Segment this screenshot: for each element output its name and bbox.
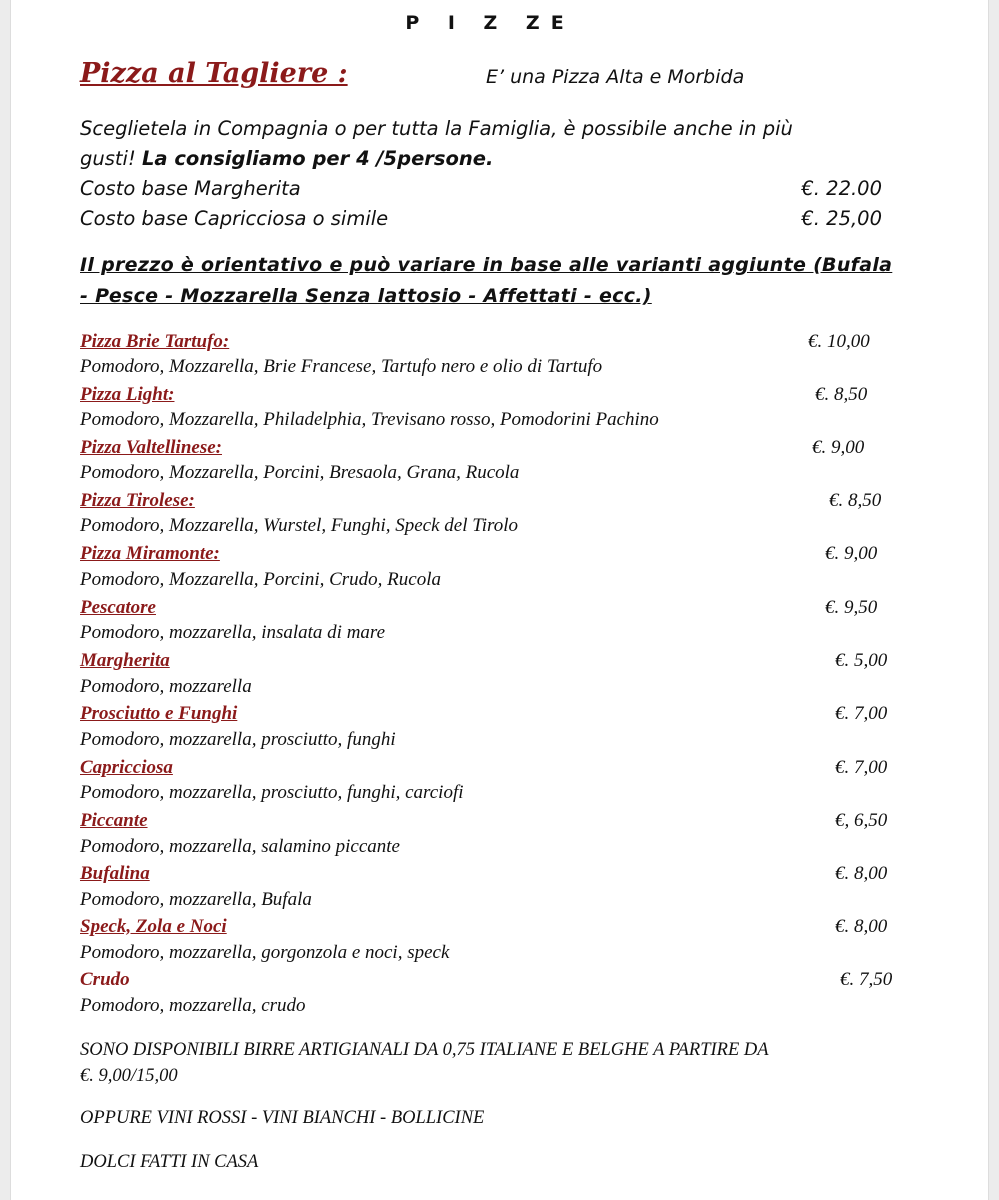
pizza-name: Crudo	[80, 969, 130, 990]
pizza-price: €. 8,00	[835, 863, 888, 884]
pizza-name: Pizza Tirolese:	[80, 490, 195, 511]
pizza-price: €. 5,00	[835, 650, 888, 671]
beer-availability-line-1: SONO DISPONIBILI BIRRE ARTIGIANALI DA 0,75 ITALIANE E BELGHE A PARTIRE DA	[80, 1040, 769, 1060]
wine-note: OPPURE VINI ROSSI - VINI BIANCHI - BOLLICINE	[80, 1108, 485, 1128]
pizza-description: Pomodoro, mozzarella, prosciutto, funghi	[80, 729, 396, 750]
pizza-name: Pizza Miramonte:	[80, 543, 220, 564]
pizza-description: Pomodoro, Mozzarella, Porcini, Crudo, Rucola	[80, 569, 441, 590]
menu-heading: P I Z ZE	[405, 12, 575, 34]
pizza-name: Speck, Zola e Noci	[80, 916, 227, 937]
pizza-name: Pizza Brie Tartufo:	[80, 331, 230, 352]
pizza-name: Piccante	[80, 810, 148, 831]
tagliere-cost-label: Costo base Margherita	[80, 177, 301, 200]
pizza-name: Pescatore	[80, 597, 156, 618]
pizza-description: Pomodoro, mozzarella, crudo	[80, 995, 306, 1016]
price-variation-note-line-2: - Pesce - Mozzarella Senza lattosio - Affettati - ecc.)	[80, 285, 652, 307]
pizza-price: €. 10,00	[808, 331, 870, 352]
pizza-description: Pomodoro, mozzarella, prosciutto, funghi, carciofi	[80, 782, 464, 803]
tagliere-subtitle: E’ una Pizza Alta e Morbida	[486, 66, 745, 88]
pizza-name: Prosciutto e Funghi	[80, 703, 238, 724]
pizza-description: Pomodoro, mozzarella, gorgonzola e noci, speck	[80, 942, 450, 963]
tagliere-title: Pizza al Tagliere :	[80, 58, 348, 89]
pizza-description: Pomodoro, Mozzarella, Brie Francese, Tartufo nero e olio di Tartufo	[80, 356, 603, 377]
tagliere-cost-price: €. 22.00	[801, 177, 882, 200]
pizza-name: Bufalina	[80, 863, 150, 884]
pizza-description: Pomodoro, Mozzarella, Philadelphia, Trevisano rosso, Pomodorini Pachino	[80, 409, 659, 430]
pizza-name: Pizza Valtellinese:	[80, 437, 222, 458]
tagliere-description-line-1: Sceglietela in Compagnia o per tutta la Famiglia, è possibile anche in più	[80, 117, 793, 140]
pizza-price: €. 9,00	[825, 543, 878, 564]
desserts-note: DOLCI FATTI IN CASA	[80, 1152, 259, 1172]
beer-availability-line-2: €. 9,00/15,00	[80, 1066, 178, 1086]
pizza-price: €. 7,00	[835, 757, 888, 778]
pizza-description: Pomodoro, Mozzarella, Wurstel, Funghi, Speck del Tirolo	[80, 515, 519, 536]
pizza-description: Pomodoro, mozzarella	[80, 676, 252, 697]
tagliere-cost-label: Costo base Capricciosa o simile	[80, 207, 389, 230]
pizza-price: €. 7,00	[835, 703, 888, 724]
pizza-price: €. 8,00	[835, 916, 888, 937]
pizza-price: €. 8,50	[829, 490, 882, 511]
pizza-price: €, 6,50	[835, 810, 888, 831]
pizza-price: €. 9,00	[812, 437, 865, 458]
pizza-description: Pomodoro, mozzarella, salamino piccante	[80, 836, 400, 857]
pizza-description: Pomodoro, mozzarella, Bufala	[80, 889, 312, 910]
pizza-price: €. 9,50	[825, 597, 878, 618]
pizza-name: Capricciosa	[80, 757, 173, 778]
tagliere-description-gusti: gusti!	[80, 147, 142, 170]
tagliere-description-line-2	[80, 147, 493, 170]
tagliere-recommendation: La consigliamo per 4 /5persone.	[141, 147, 494, 170]
pizza-name: Pizza Light:	[80, 384, 175, 405]
price-variation-note	[80, 250, 910, 312]
pizza-description: Pomodoro, mozzarella, insalata di mare	[80, 622, 386, 643]
tagliere-cost-price: €. 25,00	[801, 207, 882, 230]
pizza-price: €. 7,50	[840, 969, 893, 990]
price-variation-note-line-1: Il prezzo è orientativo e può variare in base alle varianti aggiunte (Bufala	[80, 254, 893, 276]
pizza-price: €. 8,50	[815, 384, 868, 405]
pizza-description: Pomodoro, Mozzarella, Porcini, Bresaola, Grana, Rucola	[80, 462, 520, 483]
pizza-name: Margherita	[80, 650, 170, 671]
